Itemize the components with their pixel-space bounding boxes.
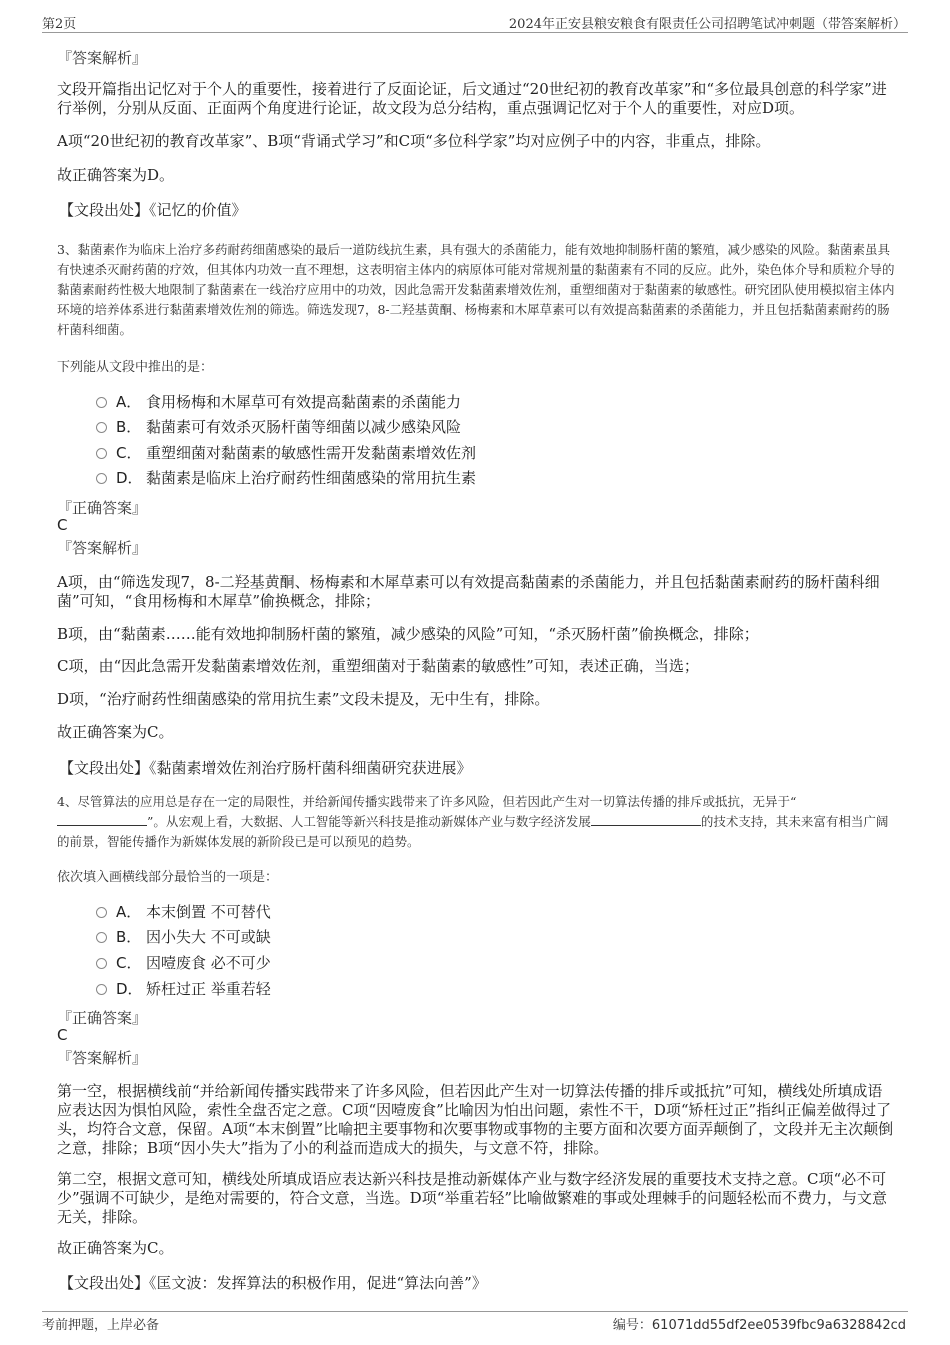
q3-analysis-para: B项，由“黏菌素……能有效地抑制肠杆菌的繁殖，减少感染的风险”可知，“杀灭肠杆菌”偷换概念，排除； [57, 625, 759, 643]
q3-analysis-para: C项，由“因此急需开发黏菌素增效佐剂，重塑细菌对于黏菌素的敏感性”可知，表述正确，当选； [57, 657, 699, 675]
q4-analysis-para: 第二空，根据文意可知，横线处所填成语应表达新兴科技是推动新媒体产业与数字经济发展的重要技术支持之意。C项“必不可少”强调不可缺少，是绝对需要的，符合文意，当选。D项“举重若轻”比喻做繁难的事或处理棘手的问题轻松而不费力，与文意无关，排除。 [57, 1170, 888, 1226]
q3-option-b[interactable]: B． 黏菌素可有效杀灭肠杆菌等细菌以减少感染风险 [96, 417, 461, 437]
radio-button[interactable] [96, 907, 107, 918]
fill-blank-2 [591, 813, 701, 826]
q3-question: 下列能从文段中推出的是： [57, 360, 214, 375]
q4-analysis-label: 『答案解析』 [57, 1049, 148, 1067]
q3-stem: 3、黏菌素作为临床上治疗多药耐药细菌感染的最后一道防线抗生素，具有强大的杀菌能力，能有效地抑制肠杆菌的繁殖，减少感染的风险。黏菌素虽具有快速杀灭耐药菌的疗效，但其体内功效一直不理想，这表明宿主体内的病原体可能对常规剂量的黏菌素有不同的反应。此外，染色体介导和质粒介导的黏菌素耐药性极大地限制了黏菌素在一线治疗应用中的功效，因此急需开发黏菌素增效佐剂，重塑细菌对于黏菌素的敏感性。研究团队使用模拟宿主体内环境的培养体系进行黏菌素增效佐剂的筛选。筛选发现7，8-二羟基黄酮、杨梅素和木犀草素可以有效提高黏菌素的杀菌能力，并且包括黏菌素耐药的肠杆菌科细菌。 [57, 242, 895, 337]
q4-correct-answer: C [57, 1026, 68, 1044]
footer-slogan: 考前押题，上岸必备 [42, 1318, 160, 1333]
footer-code: 编号：61071dd55df2ee0539fbc9a6328842cd [612, 1318, 906, 1333]
q4-analysis-para: 第一空，根据横线前“并给新闻传播实践带来了许多风险，但若因此产生对一切算法传播的排斥或抵抗”可知，横线处所填成语应表达因为惧怕风险，索性全盘否定之意。C项“因噎废食”比喻因为怕出问题，索性不干，D项“矫枉过正”指纠正偏差做得过了头，均符合文意，保留。A项“本末倒置”比喻把主要事物和次要事物或事物的主要方面和次要方面弄颠倒了，文段并无主次颠倒之意，排除；B项“因小失大”指为了小的利益而造成大的损失，与文意不符，排除。 [57, 1082, 894, 1157]
q2-analysis-para: 文段开篇指出记忆对于个人的重要性，接着进行了反面论证，后文通过“20世纪初的教育改革家”和“多位最具创意的科学家”进行举例，分别从反面、正面两个角度进行论证，故文段为总分结构，重点强调记忆对于个人的重要性，对应D项。 [57, 80, 887, 117]
q3-analysis-para: D项，“治疗耐药性细菌感染的常用抗生素”文段未提及，无中生有，排除。 [57, 690, 550, 708]
q4-option-c[interactable]: C． 因噎废食 必不可少 [96, 953, 271, 973]
q3-analysis-para: 故正确答案为C。 [57, 723, 174, 741]
q3-option-d[interactable]: D． 黏菌素是临床上治疗耐药性细菌感染的常用抗生素 [96, 468, 476, 488]
q4-source: 【文段出处】《匡文波：发挥算法的积极作用，促进“算法向善”》 [59, 1274, 487, 1292]
q4-stem: 4、尽管算法的应用总是存在一定的局限性，并给新闻传播实践带来了许多风险，但若因此产生对一切算法传播的排斥或抵抗，无异于“ ”。从宏观上看，大数据、人工智能等新兴科技是推动新媒体产业与数字经济发展 的技术支持，其未来富有相当广阔的前景，智能传播作为新媒体发展的新阶段已是可以预见的趋势。 [57, 794, 889, 849]
q4-correct-label: 『正确答案』 [57, 1009, 148, 1027]
q3-source: 【文段出处】《黏菌素增效佐剂治疗肠杆菌科细菌研究获进展》 [59, 759, 472, 777]
q4-option-a[interactable]: A． 本末倒置 不可替代 [96, 902, 271, 922]
radio-button[interactable] [96, 984, 107, 995]
q3-option-c[interactable]: C． 重塑细菌对黏菌素的敏感性需开发黏菌素增效佐剂 [96, 443, 476, 463]
radio-button[interactable] [96, 932, 107, 943]
q4-analysis-para: 故正确答案为C。 [57, 1239, 174, 1257]
q3-analysis-para: A项，由“筛选发现7，8-二羟基黄酮、杨梅素和木犀草素可以有效提高黏菌素的杀菌能力，并且包括黏菌素耐药的肠杆菌科细菌”可知，“食用杨梅和木犀草”偷换概念，排除； [57, 573, 880, 610]
q4-option-d[interactable]: D． 矫枉过正 举重若轻 [96, 979, 271, 999]
radio-button[interactable] [96, 958, 107, 969]
q3-correct-answer: C [57, 516, 68, 534]
q2-analysis-para: 故正确答案为D。 [57, 166, 175, 184]
q3-correct-label: 『正确答案』 [57, 499, 148, 517]
q2-analysis-para: A项“20世纪初的教育改革家”、B项“背诵式学习”和C项“多位科学家”均对应例子中的内容，非重点，排除。 [57, 132, 771, 150]
document-title: 2024年正安县粮安粮食有限责任公司招聘笔试冲刺题（带答案解析） [508, 17, 906, 32]
radio-button[interactable] [96, 397, 107, 408]
fill-blank-1 [57, 813, 147, 826]
q4-option-b[interactable]: B． 因小失大 不可或缺 [96, 927, 271, 947]
q4-question: 依次填入画横线部分最恰当的一项是： [57, 870, 279, 885]
radio-button[interactable] [96, 422, 107, 433]
q3-option-a[interactable]: A． 食用杨梅和木犀草可有效提高黏菌素的杀菌能力 [96, 392, 461, 412]
header-divider [42, 32, 908, 33]
footer-divider [42, 1311, 908, 1312]
radio-button[interactable] [96, 448, 107, 459]
q2-analysis-label: 『答案解析』 [57, 49, 148, 67]
q3-analysis-label: 『答案解析』 [57, 539, 148, 557]
radio-button[interactable] [96, 473, 107, 484]
q2-source: 【文段出处】《记忆的价值》 [59, 201, 247, 219]
page-number: 第2页 [42, 17, 77, 32]
